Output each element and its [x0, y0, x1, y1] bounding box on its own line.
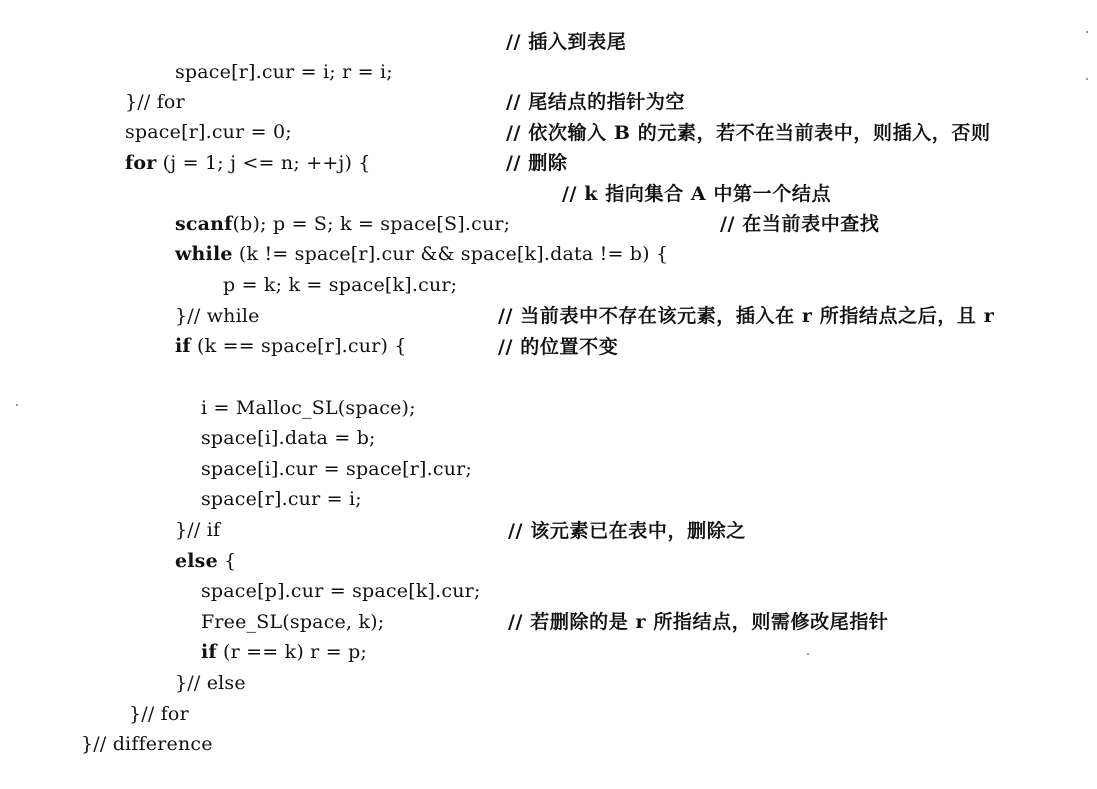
code-text: (j = 1; j <= n; ++j) { [156, 152, 371, 174]
code-line-end-if [150, 485, 221, 541]
code-text: }// else [174, 672, 246, 694]
code-text: space[r].cur = i; r = i; [174, 61, 393, 83]
code-text: i = Malloc_SL(space); [200, 397, 416, 419]
code-text: space[i].data = b; [200, 427, 376, 449]
code-line-end-for [104, 669, 189, 725]
code-text: }// for [128, 703, 189, 725]
code-text: space[r].cur = i; [200, 488, 362, 510]
scan-speck [16, 404, 18, 406]
code-text: Free_SL(space, k); [200, 611, 385, 633]
comment-text: // 在当前表中查找 [720, 213, 880, 235]
code-text: space[r].cur = 0; [124, 121, 292, 143]
keyword-text: while [174, 243, 233, 265]
comment-text: // 删除 [506, 152, 568, 174]
code-line-advance [198, 240, 458, 296]
comment-text: // 尾结点的指针为空 [506, 91, 686, 113]
code-text: (r == k) r = p; [216, 641, 368, 663]
comment-text: // 插入到表尾 [506, 31, 627, 53]
code-line-end-else [150, 638, 246, 694]
code-line-set-data [176, 393, 376, 449]
comment-text: // 若删除的是 r 所指结点，则需修改尾指针 [508, 611, 889, 633]
code-line-link-next [176, 424, 473, 480]
code-line-insert-tail [150, 27, 627, 83]
code-text: p = k; k = space[k].cur; [222, 274, 458, 296]
keyword-text: scanf [174, 213, 233, 235]
code-text: }// if [174, 519, 221, 541]
code-text: { [217, 550, 237, 572]
comment-text: // 该元素已在表中，删除之 [508, 520, 746, 542]
code-line-else [150, 516, 746, 572]
scan-speck [1086, 78, 1088, 80]
code-line-end-for-inner [100, 57, 185, 113]
keyword-text: for [124, 152, 157, 174]
keyword-text: if [200, 641, 217, 663]
code-text: (b); p = S; k = space[S].cur; [232, 213, 511, 235]
code-text: }// while [174, 305, 260, 327]
keyword-text: if [174, 335, 191, 357]
scan-speck [807, 653, 809, 655]
code-line-fix-tail [176, 607, 889, 663]
keyword-text: else [174, 550, 218, 572]
scan-speck [1086, 31, 1088, 33]
code-line-malloc [176, 363, 416, 419]
code-line-tail-null [100, 87, 686, 143]
code-line-free [176, 577, 385, 633]
code-text: (k == space[r].cur) { [190, 335, 407, 357]
comment-text: // 依次输入 B 的元素，若不在当前表中，则插入，否则 [506, 122, 991, 144]
code-line-end-while [150, 271, 260, 327]
code-text: space[i].cur = space[r].cur; [200, 458, 473, 480]
code-line-while [150, 209, 880, 265]
code-line-end-function [56, 699, 213, 755]
code-line-unlink [176, 546, 481, 602]
comment-text: // 的位置不变 [498, 336, 619, 358]
comment-text: // k 指向集合 A 中第一个结点 [562, 183, 832, 205]
comment-text: // 当前表中不存在该元素，插入在 r 所指结点之后，且 r [498, 305, 995, 327]
code-text: space[p].cur = space[k].cur; [200, 580, 481, 602]
code-text: (k != space[r].cur && space[k].data != b) { [232, 243, 669, 265]
code-text: }// difference [80, 733, 213, 755]
code-text: }// for [124, 91, 185, 113]
code-line-link-prev [176, 454, 362, 510]
